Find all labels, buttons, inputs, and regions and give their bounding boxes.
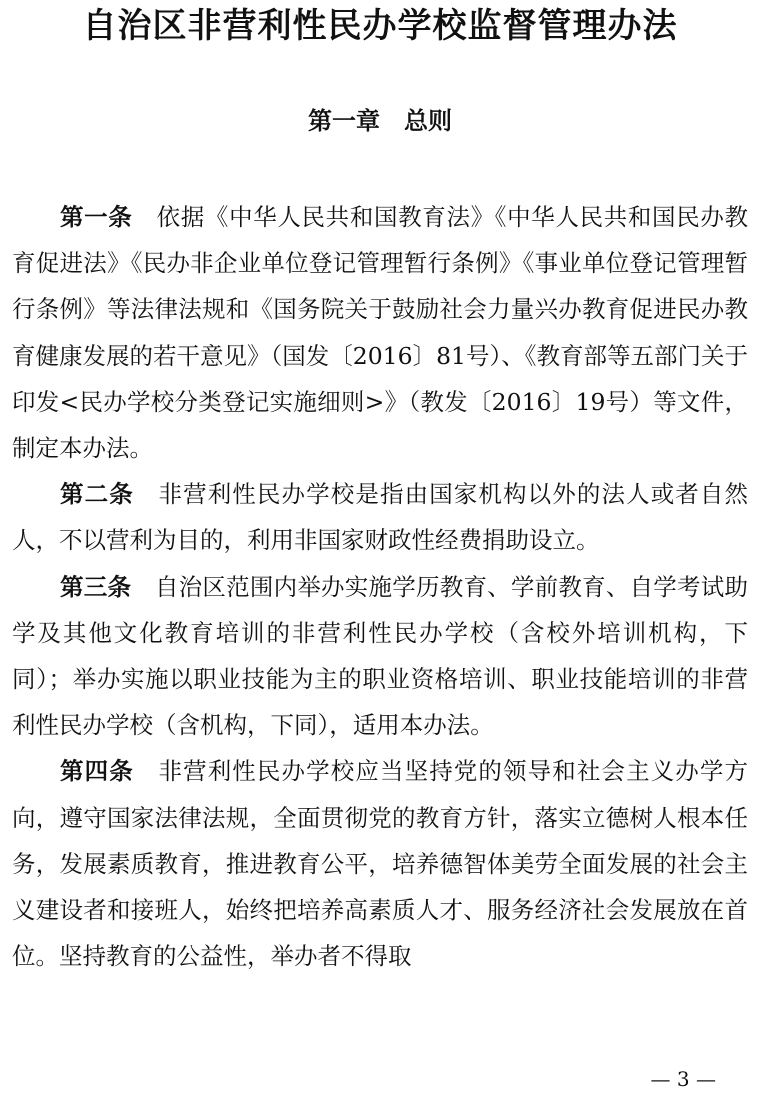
- page-number: — 3 —: [650, 1067, 716, 1091]
- article-label: 第三条: [60, 572, 132, 601]
- document-body: [12, 194, 748, 979]
- article-label: 第二条: [60, 480, 134, 509]
- article-text: 非营利性民办学校应当坚持党的领导和社会主义办学方向，遵守国家法律法规，全面贯彻党的教育方针，落实立德树人根本任务，发展素质教育，推进教育公平，培养德智体美劳全面发展的社会主义建设者和接班人，始终把培养高素质人才、服务经济社会发展放在首位。坚持教育的公益性，举办者不得取: [12, 757, 749, 971]
- article-text: 依据《中华人民共和国教育法》《中华人民共和国民办教育促进法》《民办非企业单位登记管理暂行条例》《事业单位登记管理暂行条例》等法律法规和《国务院关于鼓励社会力量兴办教育促进民办教育健康发展的若干意见》（国发〔2016〕81号）、《教育部等五部门关于印发<民办学校分类登记实施细则>》（教发〔2016〕19号）等文件，制定本办法。: [12, 203, 749, 463]
- article-4: [12, 748, 748, 979]
- article-1: [12, 194, 748, 471]
- article-label: 第四条: [60, 757, 134, 786]
- article-text: 自治区范围内举办实施学历教育、学前教育、自学考试助学及其他文化教育培训的非营利性民办学校（含校外培训机构，下同）；举办实施以职业技能为主的职业资格培训、职业技能培训的非营利性民办学校（含机构，下同），适用本办法。: [12, 572, 749, 740]
- article-3: [12, 564, 748, 749]
- article-2: [12, 471, 748, 563]
- article-text: 非营利性民办学校是指由国家机构以外的法人或者自然人，不以营利为目的，利用非国家财政性经费捐助设立。: [12, 480, 749, 555]
- document-title: 自治区非营利性民办学校监督管理办法: [82, 6, 678, 46]
- article-label: 第一条: [60, 203, 133, 231]
- chapter-heading: 第一章 总则: [308, 107, 452, 135]
